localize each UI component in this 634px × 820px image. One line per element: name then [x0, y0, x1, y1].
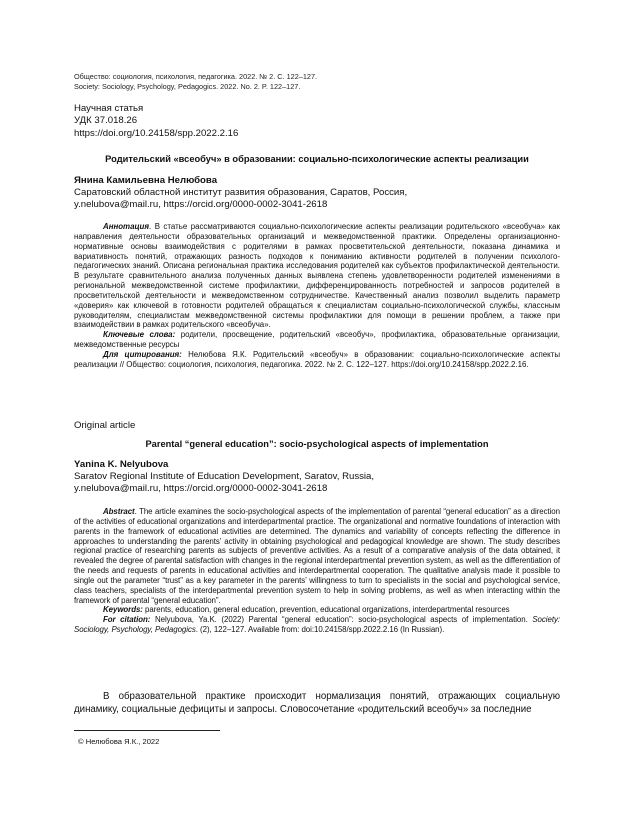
keywords-label-ru: Ключевые слова: — [103, 330, 176, 340]
abstract-en — [74, 507, 560, 605]
keywords-text-en: parents, education, general education, prevention, educational organizations, interdepartmental resources — [142, 605, 510, 615]
keywords-en — [74, 605, 560, 615]
author-name-ru: Янина Камильевна Нелюбова — [74, 175, 218, 186]
author-block-en — [74, 459, 560, 496]
affiliation-ru: Саратовский областной институт развития образования, Саратов, Россия, — [74, 187, 408, 199]
abstract-block-ru — [74, 222, 560, 370]
contacts-en[interactable]: y.nelubova@mail.ru, https://orcid.org/0000-0002-3041-2618 — [74, 483, 328, 495]
citation-label-en: For citation: — [103, 615, 151, 625]
abstract-label-ru: Аннотация — [103, 222, 150, 231]
body-paragraph: В образовательной практике происходит нормализация понятий, отражающих социальную динамику, социальные дефициты и запросы. Словосочетание «родительский всеобуч» за последние — [74, 691, 560, 715]
abstract-text-en: . The article examines the socio-psychological aspects of the implementation of parental “general education” as a direction of the activities of educational organizations and interdepartmental practice. The organizational and normative foundations of interaction with parents in the framework of educational activities are determined. The dynamics and variability of concepts reflecting the difference in approaches to understanding the parents’ activity in obtaining psychological and pedagogical knowledge are shown. The study describes regional practice of researching parents as subjects of preventive activities. As a result of a comparative analysis of the data obtained, it revealed the degree of parental satisfaction with changes in the regional interdepartmental prevention system, as well as the differentiation of the needs and requests of parents in educational activities and interdepartmental cooperation. The qualitative analysis made it possible to single out the parameter “trust” as a key parameter in the parents’ willingness to turn to specialists in the social and psychological service, class teachers, specialists of the interdepartmental prevention system to help in solving problems, as well as when interacting within the framework of parental “general education”. — [74, 507, 560, 605]
abstract-text-ru: . В статье рассматриваются социально-психологические аспекты реализации родительского «всеобуча» как направления деятельности образовательных организаций и межведомственной практики. Определены организационно-нормативные основы взаимодействия с родителями в рамках просветительской деятельности, показана динамика и вариативность понятий, отражающих разность подходов к пониманию активности родителей в получении психолого-педагогических знаний. Описана региональная практика исследования родителей как субъектов профилактической деятельности. В результате сравнительного анализа полученных данных выявлена степень удовлетворенности родителей изменениями в региональной межведомственной системе профилактики, дифференцированность потребностей и запросов родителей в просветительской деятельности и межведомственном сотрудничестве. Качественный анализ позволил выделить параметр «доверия» как ключевой в готовности родителей обращаться к специалистам социально-психологической службы, классным руководителям, специалистам межведомственной системы профилактики для помощи в решении проблем, а также при взаимодействии в рамках родительского «всеобуча». — [74, 222, 560, 330]
abstract-block-en — [74, 507, 560, 635]
keywords-label-en: Keywords: — [103, 605, 143, 615]
affiliation-en: Saratov Regional Institute of Education Development, Saratov, Russia, — [74, 471, 375, 483]
footnote-divider — [74, 730, 220, 731]
abstract-ru — [74, 222, 560, 330]
title-ru: Родительский «всеобуч» в образовании: социально-психологические аспекты реализации — [105, 154, 529, 164]
contacts-ru[interactable]: y.nelubova@mail.ru, https://orcid.org/0000-0002-3041-2618 — [74, 199, 328, 211]
author-name-en: Yanina K. Nelyubova — [74, 459, 169, 470]
journal-citation-ru: Общество: социология, психология, педагогика. 2022. № 2. С. 122–127. — [74, 72, 318, 81]
citation-en — [74, 615, 560, 635]
citation-text-ru: Нелюбова Я.К. Родительский «всеобуч» в образовании: социально-психологические аспекты реализации // Общество: социология, психология, педагогика. 2022. № 2. С. 122–127. https://doi.org/10.24158/spp.2022.2.16. — [74, 349, 560, 369]
citation-ru — [74, 350, 560, 370]
author-block-ru — [74, 175, 560, 212]
article-meta — [74, 103, 238, 140]
article-type-ru: Научная статья — [74, 103, 144, 114]
abstract-label-en: Abstract — [103, 507, 135, 516]
citation-tail-en: . (2), 122–127. Available from: doi:10.24158/spp.2022.2.16 (In Russian). — [195, 625, 445, 635]
keywords-ru — [74, 330, 560, 350]
copyright-footnote: © Нелюбова Я.К., 2022 — [78, 737, 160, 746]
udk-code: УДК 37.018.26 — [74, 115, 138, 127]
doi-link[interactable]: https://doi.org/10.24158/spp.2022.2.16 — [74, 127, 239, 139]
citation-journal-en: Society: Sociology, Psychology, Pedagogics — [74, 615, 560, 635]
journal-citation-en: Society: Sociology, Psychology, Pedagogics. 2022. No. 2. P. 122–127. — [74, 81, 301, 91]
citation-text-en: Nelyubova, Ya.K. (2022) Parental “general education”: socio-psychological aspects of implementation. — [150, 615, 533, 625]
article-type-en: Original article — [74, 420, 136, 431]
journal-header — [74, 72, 317, 92]
keywords-text-ru: родители, просвещение, родительский «всеобуч», профилактика, образовательные организации, межведомственные ресурсы — [74, 330, 560, 350]
title-en: Parental “general education”: socio-psychological aspects of implementation — [145, 439, 489, 449]
citation-label-ru: Для цитирования: — [103, 349, 182, 359]
